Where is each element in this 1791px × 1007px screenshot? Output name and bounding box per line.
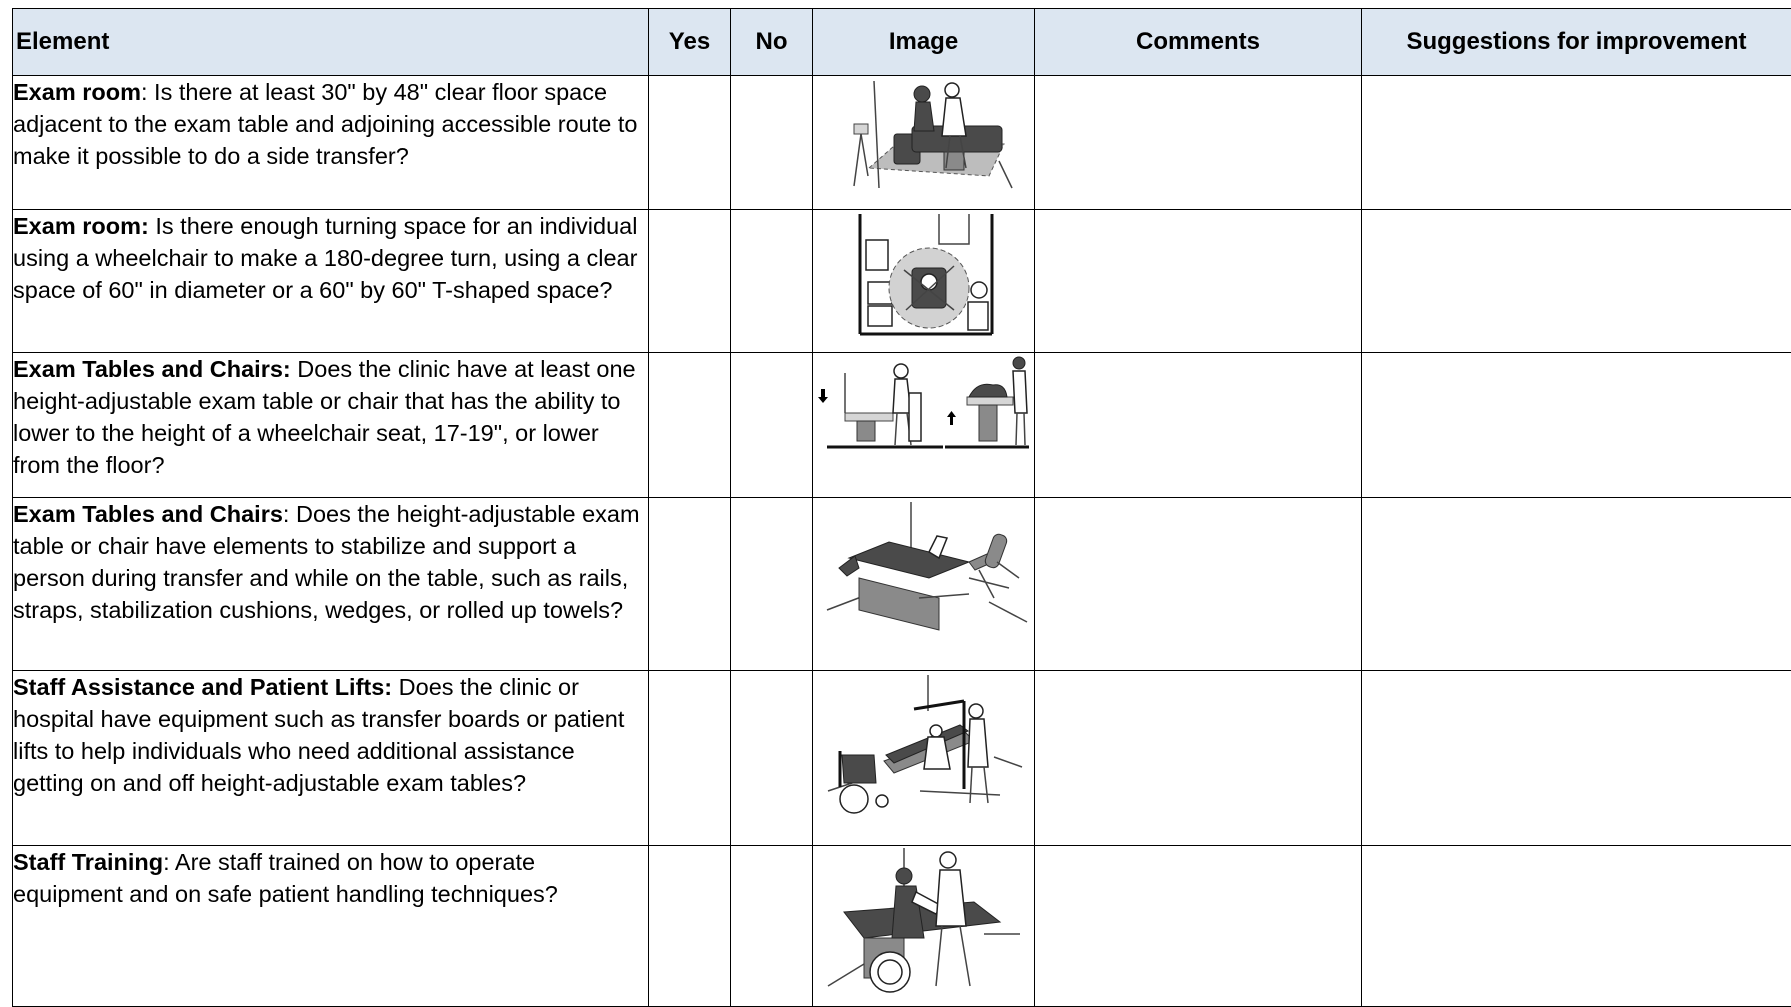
- element-question: : Are staff trained on how to operate equipment and on safe patient handling techniques?: [13, 849, 558, 907]
- element-cell: [13, 671, 649, 846]
- no-cell[interactable]: [731, 671, 813, 846]
- element-heading: Exam Tables and Chairs:: [13, 356, 291, 382]
- yes-cell[interactable]: [649, 846, 731, 1007]
- no-cell[interactable]: [731, 353, 813, 498]
- element-question: Does the clinic or hospital have equipment such as transfer boards or patient lifts to help individuals who need additional assistance getting on and off height-adjustable exam tables?: [13, 674, 624, 796]
- element-question: Is there enough turning space for an individual using a wheelchair to make a 180-degree turn, using a clear space of 60" in diameter or a 60" by 60" T-shaped space?: [13, 213, 637, 303]
- header-suggestions: Suggestions for improvement: [1362, 9, 1791, 76]
- yes-cell[interactable]: [649, 76, 731, 210]
- comments-cell[interactable]: [1035, 76, 1362, 210]
- element-heading: Exam room:: [13, 213, 149, 239]
- suggestions-cell[interactable]: [1362, 353, 1791, 498]
- table-row: [13, 498, 1791, 671]
- suggestions-cell[interactable]: [1362, 498, 1791, 671]
- image-cell: [813, 76, 1035, 210]
- table-row: [13, 671, 1791, 846]
- table-row: [13, 846, 1791, 1007]
- element-question: : Is there at least 30" by 48" clear floor space adjacent to the exam table and adjoining accessible route to make it possible to do a side transfer?: [13, 79, 637, 169]
- yes-cell[interactable]: [649, 498, 731, 671]
- image-cell: [813, 353, 1035, 498]
- suggestions-cell[interactable]: [1362, 76, 1791, 210]
- patient-lift-illustration-icon: [824, 671, 1024, 821]
- no-cell[interactable]: [731, 76, 813, 210]
- element-question: : Does the height-adjustable exam table or chair have elements to stabilize and support a person during transfer and while on the table, such as rails, straps, stabilization cushions, wedges, or rolled up towels?: [13, 501, 640, 623]
- header-no: No: [731, 9, 813, 76]
- suggestions-cell[interactable]: [1362, 671, 1791, 846]
- image-cell: [813, 498, 1035, 671]
- element-question: Does the clinic have at least one height-adjustable exam table or chair that has the ability to lower to the height of a wheelchair seat, 17-19", or lower from the floor?: [13, 356, 636, 478]
- no-cell[interactable]: [731, 846, 813, 1007]
- header-element: Element: [13, 9, 649, 76]
- no-cell[interactable]: [731, 498, 813, 671]
- comments-cell[interactable]: [1035, 671, 1362, 846]
- element-heading: Exam Tables and Chairs: [13, 501, 283, 527]
- staff-assisted-transfer-icon: [824, 846, 1024, 998]
- side-transfer-illustration-icon: [834, 76, 1014, 191]
- comments-cell[interactable]: [1035, 498, 1362, 671]
- exam-table-with-supports-icon: [819, 498, 1029, 648]
- suggestions-cell[interactable]: [1362, 210, 1791, 353]
- element-cell: [13, 210, 649, 353]
- header-yes: Yes: [649, 9, 731, 76]
- turning-space-floorplan-icon: [844, 210, 1004, 338]
- image-cell: [813, 846, 1035, 1007]
- comments-cell[interactable]: [1035, 210, 1362, 353]
- comments-cell[interactable]: [1035, 353, 1362, 498]
- no-cell[interactable]: [731, 210, 813, 353]
- element-heading: Staff Training: [13, 849, 163, 875]
- image-cell: [813, 210, 1035, 353]
- yes-cell[interactable]: [649, 671, 731, 846]
- table-row: [13, 76, 1791, 210]
- table-row: [13, 210, 1791, 353]
- element-heading: Staff Assistance and Patient Lifts:: [13, 674, 392, 700]
- element-heading: Exam room: [13, 79, 141, 105]
- accessibility-checklist-table: [12, 8, 1791, 1007]
- yes-cell[interactable]: [649, 210, 731, 353]
- height-adjustable-table-icon: [817, 353, 1031, 453]
- header-comments: Comments: [1035, 9, 1362, 76]
- table-row: [13, 353, 1791, 498]
- element-cell: [13, 498, 649, 671]
- suggestions-cell[interactable]: [1362, 846, 1791, 1007]
- image-cell: [813, 671, 1035, 846]
- element-cell: [13, 76, 649, 210]
- yes-cell[interactable]: [649, 353, 731, 498]
- comments-cell[interactable]: [1035, 846, 1362, 1007]
- header-image: Image: [813, 9, 1035, 76]
- header-row: [13, 9, 1791, 76]
- element-cell: [13, 846, 649, 1007]
- element-cell: [13, 353, 649, 498]
